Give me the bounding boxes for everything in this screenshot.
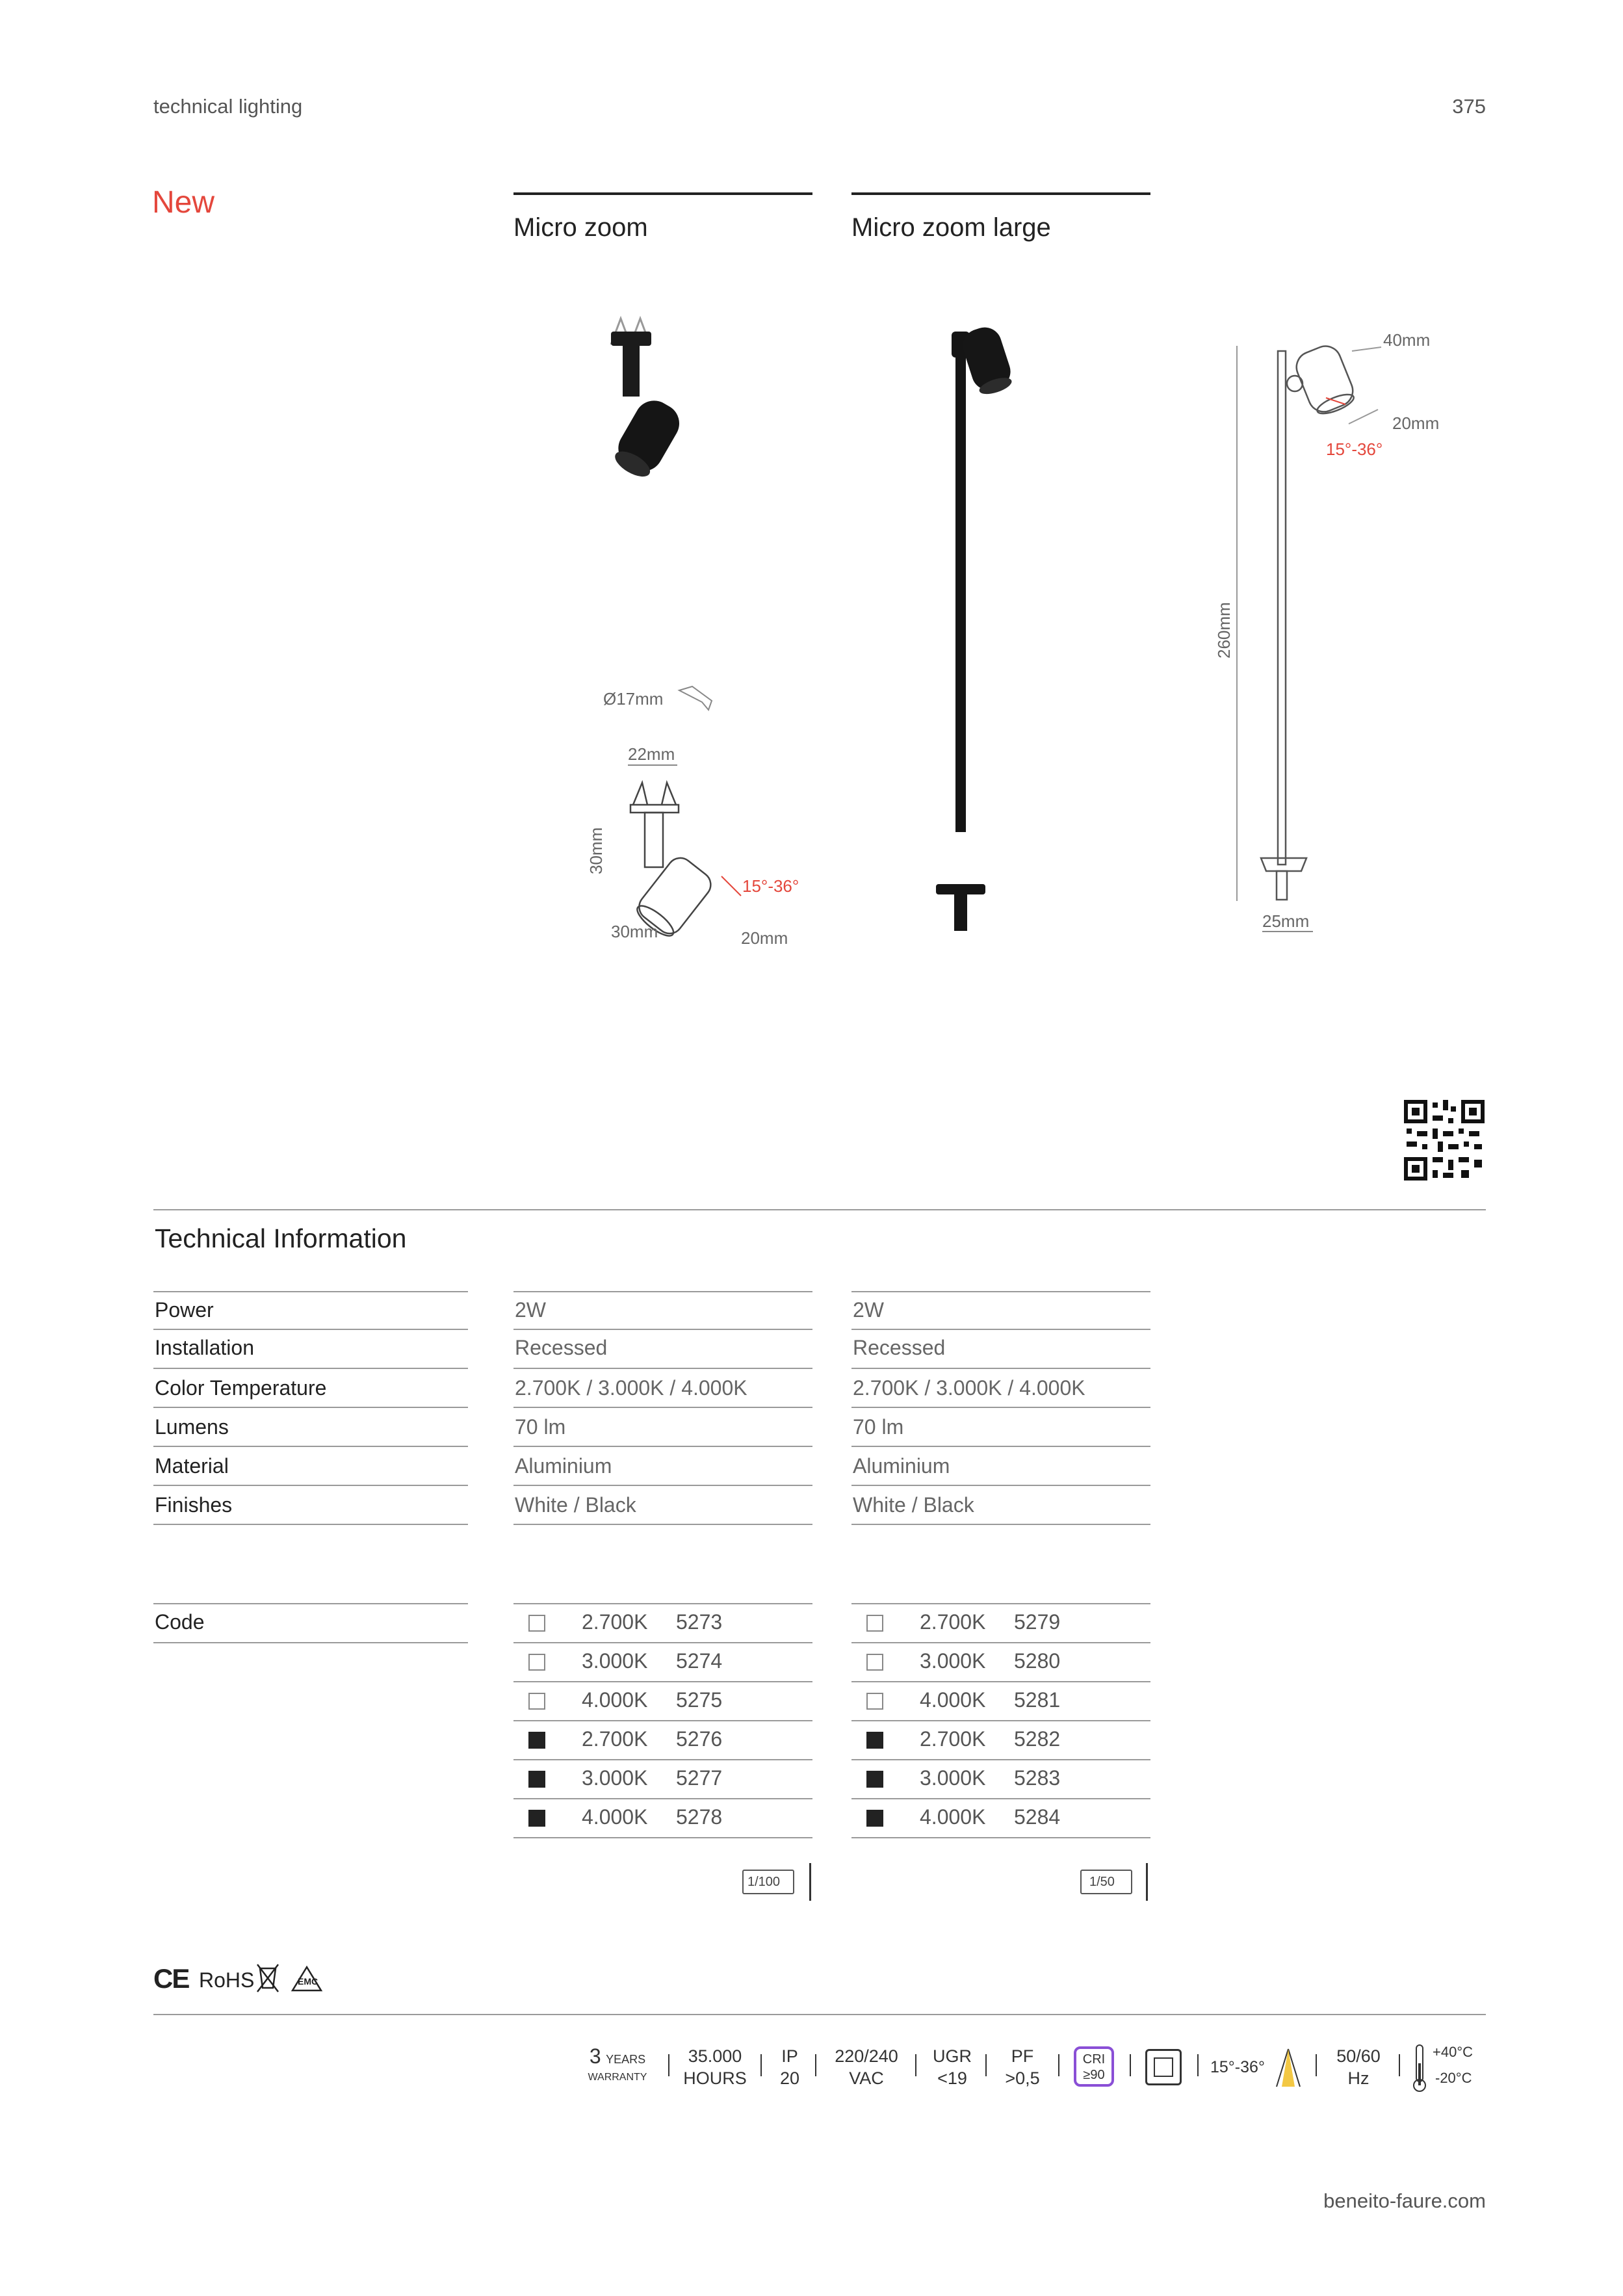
spec-separator: [1058, 2054, 1059, 2076]
p2-code-temp: 3.000K: [920, 1649, 986, 1673]
spec-separator: [915, 2054, 916, 2076]
spec-line: [851, 1329, 1150, 1330]
micro-zoom-large-line-drawing: [1248, 332, 1417, 917]
hours-block: [676, 2045, 754, 2089]
dim-angle-2: 15°-36°: [1326, 439, 1383, 459]
thermometer-icon: [1412, 2044, 1427, 2093]
p2-code-temp: 4.000K: [920, 1805, 986, 1829]
p2-color-temperature: 2.700K / 3.000K / 4.000K: [853, 1376, 1085, 1400]
p1-finishes: White / Black: [515, 1493, 636, 1517]
code-line: [851, 1759, 1150, 1760]
frequency-unit: Hz: [1347, 2068, 1370, 2088]
spec-line: [851, 1485, 1150, 1486]
website-link[interactable]: beneito-faure.com: [1323, 2189, 1486, 2212]
spec-separator: [760, 2054, 762, 2076]
spec-separator: [1399, 2054, 1400, 2076]
p1-code-temp: 4.000K: [582, 1805, 648, 1829]
qr-code[interactable]: [1404, 1100, 1485, 1181]
black-finish-swatch: [866, 1732, 883, 1749]
frequency-value: 50/60: [1336, 2046, 1381, 2066]
p2-lumens: 70 lm: [853, 1415, 904, 1439]
p1-material: Aluminium: [515, 1454, 612, 1478]
p2-finishes: White / Black: [853, 1493, 974, 1517]
cri-value: ≥90: [1083, 2068, 1105, 2082]
code-label: Code: [155, 1610, 205, 1634]
warranty-word: WARRANTY: [588, 2072, 647, 2083]
pf-label: PF: [1011, 2046, 1034, 2066]
spec-line: [851, 1291, 1150, 1292]
white-finish-swatch: [866, 1615, 883, 1632]
code-line: [153, 1642, 468, 1643]
p2-installation: Recessed: [853, 1336, 946, 1359]
page-number: 375: [1452, 95, 1486, 118]
white-finish-swatch: [528, 1654, 545, 1671]
warranty-number: 3: [589, 2044, 601, 2068]
voltage-unit: VAC: [849, 2068, 884, 2088]
ip-label: IP: [781, 2046, 798, 2066]
dim-hole: Ø17mm: [603, 689, 664, 709]
code-line: [513, 1798, 812, 1799]
spec-line: [513, 1329, 812, 1330]
recessed-square-icon: [1145, 2049, 1182, 2085]
p1-code-number: 5276: [676, 1727, 723, 1751]
black-finish-swatch: [528, 1732, 545, 1749]
p2-code-temp: 4.000K: [920, 1688, 986, 1712]
product-1-title: Micro zoom: [513, 213, 648, 242]
rohs-label: RoHS: [199, 1968, 255, 1992]
ce-mark: CE: [153, 1963, 189, 1994]
dim-base: 25mm: [1262, 911, 1310, 931]
code-line: [513, 1681, 812, 1682]
spec-line: [153, 1368, 468, 1369]
black-finish-swatch: [528, 1771, 545, 1788]
ugr-value: <19: [937, 2068, 967, 2088]
p2-code-number: 5281: [1014, 1688, 1061, 1712]
p2-code-number: 5282: [1014, 1727, 1061, 1751]
beam-angle: 15°-36°: [1210, 2058, 1265, 2076]
spec-line: [513, 1291, 812, 1292]
p2-code-number: 5279: [1014, 1610, 1061, 1634]
code-line: [851, 1837, 1150, 1838]
packaging-qty-1: 1/100: [747, 1875, 781, 1889]
code-line: [851, 1642, 1150, 1643]
p1-code-temp: 4.000K: [582, 1688, 648, 1712]
footer-divider: [153, 2014, 1486, 2015]
code-line: [153, 1603, 468, 1604]
p2-code-number: 5280: [1014, 1649, 1061, 1673]
ip-value: 20: [779, 2068, 800, 2088]
p1-code-number: 5273: [676, 1610, 723, 1634]
p1-code-temp: 2.700K: [582, 1610, 648, 1634]
code-line: [851, 1720, 1150, 1721]
spec-separator: [1130, 2054, 1131, 2076]
spec-line: [851, 1407, 1150, 1408]
emc-label: EMC: [298, 1976, 318, 1987]
hole-cutter-icon: [676, 683, 721, 722]
spec-line: [513, 1368, 812, 1369]
white-finish-swatch: [866, 1693, 883, 1710]
p1-color-temperature: 2.700K / 3.000K / 4.000K: [515, 1376, 747, 1400]
p1-power: 2W: [515, 1298, 546, 1322]
p1-code-number: 5278: [676, 1805, 723, 1829]
product-1-title-rule: [513, 192, 812, 195]
code-line: [851, 1798, 1150, 1799]
spec-line: [513, 1524, 812, 1525]
spec-line: [153, 1291, 468, 1292]
ugr-block: [923, 2045, 981, 2089]
warranty-unit: YEARS: [606, 2053, 646, 2066]
code-line: [513, 1837, 812, 1838]
dim-width: 22mm: [628, 744, 675, 764]
p1-code-temp: 2.700K: [582, 1727, 648, 1751]
warranty-block: [585, 2045, 650, 2085]
spec-line: [513, 1407, 812, 1408]
white-finish-swatch: [528, 1693, 545, 1710]
voltage-block: [824, 2045, 909, 2089]
spec-line: [513, 1485, 812, 1486]
p1-code-number: 5274: [676, 1649, 723, 1673]
technical-divider: [153, 1209, 1486, 1210]
product-2-title: Micro zoom large: [851, 213, 1051, 242]
spec-separator: [1316, 2054, 1317, 2076]
micro-zoom-line-drawing: [624, 772, 773, 941]
code-line: [513, 1642, 812, 1643]
code-line: [513, 1603, 812, 1604]
hours-value: 35.000: [688, 2046, 742, 2066]
micro-zoom-product-photo: [585, 306, 728, 488]
spec-separator: [668, 2054, 669, 2076]
micro-zoom-large-product-photo: [916, 312, 1085, 936]
dim-depth: 30mm: [611, 922, 658, 941]
spec-separator: [815, 2054, 816, 2076]
p2-code-number: 5284: [1014, 1805, 1061, 1829]
dim-width-line: [628, 764, 677, 766]
cri-badge: [1074, 2046, 1114, 2087]
p2-code-number: 5283: [1014, 1766, 1061, 1790]
spec-label-lumens: Lumens: [155, 1415, 229, 1439]
code-line: [513, 1720, 812, 1721]
temp-min: -20°C: [1435, 2070, 1472, 2086]
p1-code-temp: 3.000K: [582, 1766, 648, 1790]
black-finish-swatch: [866, 1771, 883, 1788]
cri-label: CRI: [1082, 2052, 1106, 2067]
spec-line: [153, 1446, 468, 1447]
spec-label-finishes: Finishes: [155, 1493, 233, 1517]
pf-value: >0,5: [1005, 2068, 1040, 2088]
p1-code-number: 5277: [676, 1766, 723, 1790]
spec-line: [851, 1446, 1150, 1447]
dim-head-2: 20mm: [1392, 413, 1440, 433]
p2-code-temp: 2.700K: [920, 1610, 986, 1634]
spec-separator: [1197, 2054, 1199, 2076]
hours-unit: HOURS: [683, 2068, 747, 2088]
spec-separator: [985, 2054, 987, 2076]
p2-material: Aluminium: [853, 1454, 950, 1478]
weee-bin-icon: [255, 1962, 281, 1994]
spec-line: [851, 1368, 1150, 1369]
black-finish-swatch: [528, 1810, 545, 1827]
product-2-title-rule: [851, 192, 1150, 195]
code-line: [513, 1759, 812, 1760]
spec-label-material: Material: [155, 1454, 229, 1478]
dim-head-length: 40mm: [1383, 330, 1431, 350]
spec-line: [153, 1329, 468, 1330]
dim-base-line: [1262, 931, 1313, 932]
ip-block: [770, 2045, 809, 2089]
code-line: [851, 1681, 1150, 1682]
p2-code-temp: 2.700K: [920, 1727, 986, 1751]
spec-line: [513, 1446, 812, 1447]
packaging-bar: [809, 1863, 811, 1901]
p2-power: 2W: [853, 1298, 884, 1322]
white-finish-swatch: [866, 1654, 883, 1671]
temp-max: +40°C: [1433, 2044, 1474, 2060]
code-line: [851, 1603, 1150, 1604]
pf-block: [993, 2045, 1052, 2089]
p1-code-temp: 3.000K: [582, 1649, 648, 1673]
new-badge: New: [152, 185, 215, 220]
p1-lumens: 70 lm: [515, 1415, 566, 1439]
beam-angle-icon: [1274, 2046, 1303, 2089]
p1-code-number: 5275: [676, 1688, 723, 1712]
voltage-value: 220/240: [835, 2046, 898, 2066]
packaging-qty-2: 1/50: [1089, 1875, 1115, 1889]
spec-line: [153, 1407, 468, 1408]
dim-height: 30mm: [586, 827, 606, 874]
section-label: technical lighting: [153, 95, 303, 118]
spec-label-color-temperature: Color Temperature: [155, 1376, 327, 1400]
p2-code-temp: 3.000K: [920, 1766, 986, 1790]
spec-line: [153, 1485, 468, 1486]
spec-label-installation: Installation: [155, 1336, 254, 1359]
spec-line: [153, 1524, 468, 1525]
dim-angle-1: 15°-36°: [742, 876, 799, 896]
dim-head-1: 20mm: [741, 928, 788, 948]
white-finish-swatch: [528, 1615, 545, 1632]
dim-height-line: [1236, 346, 1238, 901]
technical-title: Technical Information: [155, 1223, 407, 1253]
dim-height-2: 260mm: [1214, 602, 1234, 659]
ugr-label: UGR: [933, 2046, 972, 2066]
packaging-bar: [1146, 1863, 1148, 1901]
black-finish-swatch: [866, 1810, 883, 1827]
spec-line: [851, 1524, 1150, 1525]
frequency-block: [1326, 2045, 1391, 2089]
p1-installation: Recessed: [515, 1336, 608, 1359]
spec-label-power: Power: [155, 1298, 214, 1322]
